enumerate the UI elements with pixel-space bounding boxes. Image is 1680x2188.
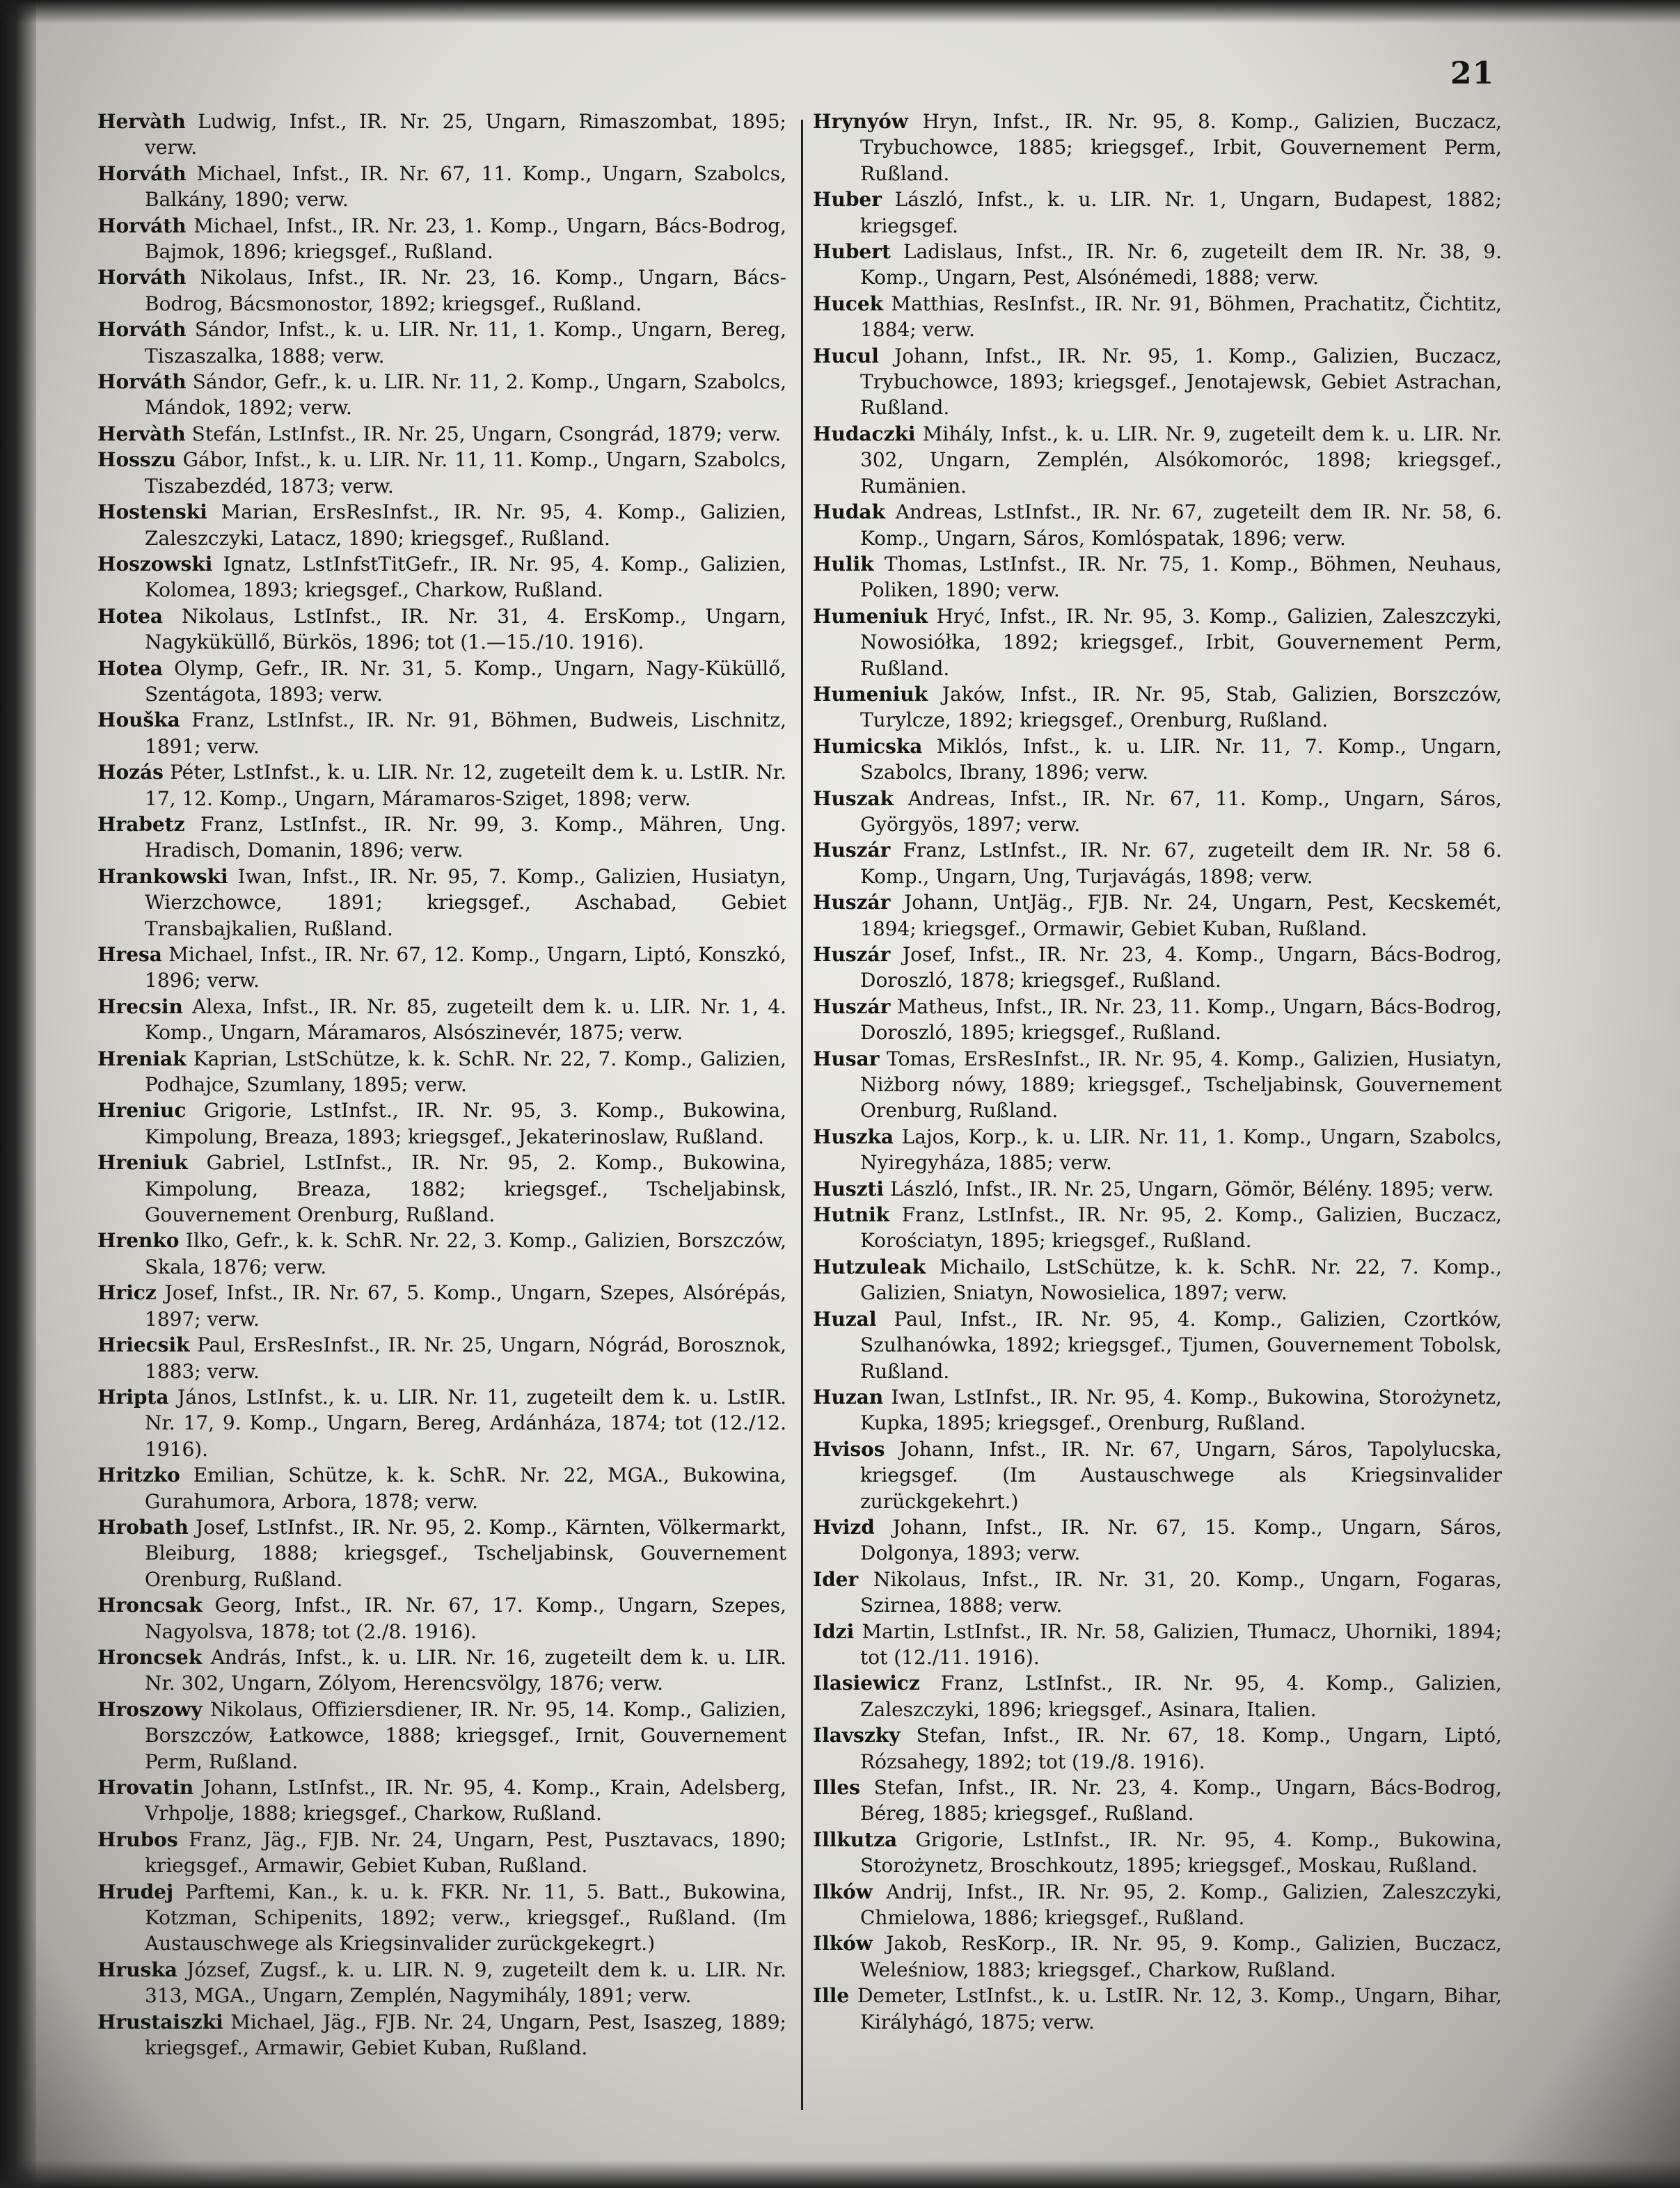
entry-details: Josef, LstInfst., IR. Nr. 95, 2. Komp., Kärnten, Völkermarkt, Bleiburg, 1888; kriegsgef., Tscheljabinsk, Gouvernement Orenburg, Rußland. — [145, 1515, 786, 1591]
entry-details: Stefan, Infst., IR. Nr. 67, 18. Komp., Ungarn, Liptó, Rózsahegy, 1892; tot (19./8. 1916). — [860, 1724, 1503, 1773]
entry-details: Demeter, LstInfst., k. u. LstIR. Nr. 12, 3. Komp., Ungarn, Bihar, Királyhágó, 1875; verw. — [857, 1984, 1502, 2034]
column-divider — [801, 120, 803, 2110]
entry-details: Franz, Jäg., FJB. Nr. 24, Ungarn, Pest, Pusztavacs, 1890; kriegsgef., Armawir, Gebiet Kuban, Rußland. — [145, 1828, 786, 1878]
entry-details: Josef, Infst., IR. Nr. 67, 5. Komp., Ungarn, Szepes, Alsórépás, 1897; verw. — [145, 1281, 786, 1331]
casualty-entry — [813, 889, 1502, 942]
casualty-entry — [813, 1384, 1502, 1436]
entry-surname: Huszti — [813, 1177, 885, 1200]
entry-surname: Husar — [813, 1047, 880, 1070]
entry-surname: Hutnik — [813, 1203, 890, 1227]
entry-surname: Hrustaiszki — [97, 2010, 223, 2034]
entry-surname: Hozás — [97, 761, 164, 784]
casualty-entry — [813, 1436, 1502, 1514]
entry-surname: Hricz — [97, 1281, 157, 1305]
entry-details: Jakob, ResKorp., IR. Nr. 95, 9. Komp., Galizien, Buczacz, Weleśniow, 1883; kriegsgef., Charkow, Rußland. — [860, 1932, 1502, 1981]
casualty-entry — [97, 1775, 786, 1827]
casualty-entry — [97, 369, 786, 421]
entry-details: Lajos, Korp., k. u. LIR. Nr. 11, 1. Komp., Ungarn, Szabolcs, Nyiregyháza, 1885; verw. — [860, 1125, 1502, 1175]
entry-surname: Hrudej — [97, 1880, 174, 1903]
casualty-entry — [813, 942, 1502, 994]
casualty-entry — [813, 239, 1502, 291]
entry-surname: Horváth — [97, 161, 187, 185]
casualty-entry — [97, 603, 786, 656]
entry-details: Andrij, Infst., IR. Nr. 95, 2. Komp., Galizien, Zaleszczyki, Chmielowa, 1886; kriegsgef., Rußland. — [860, 1880, 1502, 1930]
casualty-entry — [97, 864, 786, 942]
entry-surname: Ilavszky — [813, 1724, 901, 1747]
casualty-entry — [813, 1670, 1502, 1722]
entry-details: Nikolaus, Infst., IR. Nr. 31, 20. Komp., Ungarn, Fogaras, Szirnea, 1888; verw. — [860, 1567, 1502, 1617]
casualty-entry — [813, 1046, 1502, 1124]
entry-surname: Hrobath — [97, 1515, 189, 1539]
casualty-entry — [813, 109, 1502, 187]
entry-surname: Ilasiewicz — [813, 1672, 920, 1695]
entry-details: Nikolaus, Offiziersdiener, IR. Nr. 95, 14. Komp., Galizien, Borszczów, Łatkowce, 1888; kriegsgef., Irnit, Gouvernement Perm, Rußland. — [145, 1697, 787, 1773]
entry-surname: Ider — [813, 1567, 859, 1591]
entry-details: Georg, Infst., IR. Nr. 67, 17. Komp., Ungarn, Szepes, Nagyolsva, 1878; tot (2./8. 1916). — [145, 1594, 786, 1643]
entry-surname: Hervàth — [97, 110, 186, 133]
entry-details: Grigorie, LstInfst., IR. Nr. 95, 3. Komp., Bukowina, Kimpolung, Breaza, 1893; kriegsgef., Jekaterinoslaw, Rußland. — [145, 1099, 786, 1148]
entry-surname: Huzal — [813, 1307, 877, 1331]
casualty-entry — [813, 734, 1502, 786]
entry-details: Andreas, LstInfst., IR. Nr. 67, zugeteilt dem IR. Nr. 58, 6. Komp., Ungarn, Sáros, Komlóspatak, 1896; verw. — [860, 500, 1503, 550]
entry-details: Emilian, Schütze, k. k. SchR. Nr. 22, MGA., Bukowina, Gurahumora, Arbora, 1878; verw. — [145, 1464, 787, 1513]
entry-surname: Hrankowski — [97, 864, 228, 888]
casualty-entry — [97, 1228, 786, 1280]
entry-details: Martin, LstInfst., IR. Nr. 58, Galizien, Tłumacz, Uhorniki, 1894; tot (12./11. 1916). — [860, 1619, 1503, 1669]
casualty-entry — [813, 291, 1502, 343]
entry-surname: Huszár — [813, 839, 891, 862]
entry-details: Tomas, ErsResInfst., IR. Nr. 95, 4. Komp., Galizien, Husiatyn, Niżborg nówy, 1889; kriegsgef., Tscheljabinsk, Gouvernement Orenburg, Rußland. — [860, 1047, 1502, 1123]
casualty-entry — [813, 499, 1502, 551]
entry-details: András, Infst., k. u. LIR. Nr. 16, zugeteilt dem k. u. LIR. Nr. 302, Ungarn, Zólyom, Herencsvölgy, 1876; verw. — [145, 1645, 787, 1695]
entry-surname: Hucek — [813, 292, 884, 315]
entry-details: Josef, Infst., IR. Nr. 23, 4. Komp., Ungarn, Bács-Bodrog, Doroszló, 1878; kriegsgef., Rußland. — [860, 943, 1503, 992]
right-column — [813, 109, 1502, 2035]
entry-surname: Hostenski — [97, 500, 207, 524]
entry-surname: Huzan — [813, 1385, 884, 1409]
entry-surname: Ilków — [813, 1880, 873, 1903]
casualty-entry — [813, 1827, 1502, 1879]
entry-surname: Hroszowy — [97, 1697, 203, 1721]
entry-surname: Hroncsek — [97, 1645, 203, 1669]
entry-details: Franz, LstInfst., IR. Nr. 95, 2. Komp., Galizien, Buczacz, Korościatyn, 1895; kriegsgef., Rußland. — [860, 1203, 1502, 1253]
scan-border-bottom — [0, 2160, 1680, 2188]
casualty-entry — [97, 317, 786, 369]
scan-border-top — [0, 0, 1680, 24]
entry-details: Michael, Infst., IR. Nr. 23, 1. Komp., Ungarn, Bács-Bodrog, Bajmok, 1896; kriegsgef., Rußland. — [145, 214, 786, 264]
entry-details: Stefan, Infst., IR. Nr. 23, 4. Komp., Ungarn, Bács-Bodrog, Béreg, 1885; kriegsgef., Rußland. — [860, 1776, 1502, 1825]
entry-surname: Illkutza — [813, 1828, 898, 1851]
casualty-entry — [97, 2009, 786, 2061]
casualty-entry — [97, 421, 786, 447]
entry-details: Matheus, Infst., IR. Nr. 23, 11. Komp., Ungarn, Bács-Bodrog, Doroszló, 1895; kriegsgef., Rußland. — [860, 994, 1502, 1045]
casualty-entry — [97, 1384, 786, 1462]
entry-surname: Huszár — [813, 994, 891, 1018]
casualty-entry — [813, 1567, 1502, 1619]
entry-surname: Huszak — [813, 786, 894, 810]
entry-details: Gabriel, LstInfst., IR. Nr. 95, 2. Komp., Bukowina, Kimpolung, Breaza, 1882; kriegsgef., Tscheljabinsk, Gouvernement Orenburg, Rußland. — [145, 1151, 786, 1227]
casualty-entry — [97, 1046, 786, 1098]
entry-details: Grigorie, LstInfst., IR. Nr. 95, 4. Komp., Bukowina, Storożynetz, Broschkoutz, 1895; kriegsgef., Moskau, Rußland. — [860, 1828, 1502, 1878]
entry-surname: Hrubos — [97, 1828, 178, 1851]
casualty-entry — [813, 1514, 1502, 1567]
casualty-entry — [813, 1931, 1502, 1983]
entry-details: Johann, Infst., IR. Nr. 67, 15. Komp., Ungarn, Sáros, Dolgonya, 1893; verw. — [860, 1515, 1502, 1565]
entry-surname: Horváth — [97, 370, 187, 394]
entry-details: Michael, Infst., IR. Nr. 67, 12. Komp., Ungarn, Liptó, Konszkó, 1896; verw. — [145, 943, 786, 992]
entry-details: Paul, ErsResInfst., IR. Nr. 25, Ungarn, Nógrád, Borosznok, 1883; verw. — [145, 1333, 786, 1383]
entry-details: Johann, Infst., IR. Nr. 95, 1. Komp., Galizien, Buczacz, Trybuchowce, 1893; kriegsgef., Jenotajewsk, Gebiet Astrachan, Rußland. — [860, 344, 1502, 420]
entry-surname: Houška — [97, 708, 180, 732]
entry-details: Franz, LstInfst., IR. Nr. 99, 3. Komp., Mähren, Ung. Hradisch, Domanin, 1896; verw. — [145, 812, 787, 862]
entry-details: Paul, Infst., IR. Nr. 95, 4. Komp., Galizien, Czortków, Szulhanówka, 1892; kriegsgef., Tjumen, Gouvernement Tobolsk, Rußland. — [860, 1307, 1502, 1383]
casualty-entry — [97, 707, 786, 759]
entry-details: Alexa, Infst., IR. Nr. 85, zugeteilt dem k. u. LIR. Nr. 1, 4. Komp., Ungarn, Máramaros, Alsószinevér, 1875; verw. — [145, 994, 786, 1045]
entry-surname: Hoszowski — [97, 552, 213, 576]
entry-details: Franz, LstInfst., IR. Nr. 95, 4. Komp., Galizien, Zaleszczyki, 1896; kriegsgef., Asinara, Italien. — [860, 1672, 1502, 1721]
entry-surname: Hvisos — [813, 1437, 885, 1461]
casualty-entry — [97, 656, 786, 708]
entry-details: Andreas, Infst., IR. Nr. 67, 11. Komp., Ungarn, Sáros, Györgyös, 1897; verw. — [860, 786, 1502, 836]
casualty-entry — [97, 1697, 786, 1775]
casualty-entry — [97, 994, 786, 1046]
entry-details: Iwan, LstInfst., IR. Nr. 95, 4. Komp., Bukowina, Storożynetz, Kupka, 1895; kriegsgef., Orenburg, Rußland. — [860, 1385, 1503, 1435]
entry-surname: Hosszu — [97, 448, 176, 472]
entry-surname: Hutzuleak — [813, 1255, 926, 1278]
entry-surname: Hruska — [97, 1958, 177, 1981]
entry-details: Iwan, Infst., IR. Nr. 95, 7. Komp., Galizien, Husiatyn, Wierzchowce, 1891; kriegsgef., Aschabad, Gebiet Transbajkalien, Rußland. — [145, 864, 786, 940]
entry-details: József, Zugsf., k. u. LIR. N. 9, zugeteilt dem k. u. LIR. Nr. 313, MGA., Ungarn, Zemplén, Nagymihály, 1891; verw. — [145, 1958, 786, 2008]
casualty-entry — [97, 1879, 786, 1957]
entry-details: László, Infst., IR. Nr. 25, Ungarn, Gömör, Bélény. 1895; verw. — [889, 1177, 1494, 1200]
entry-details: Gábor, Infst., k. u. LIR. Nr. 11, 11. Komp., Ungarn, Szabolcs, Tiszabezdéd, 1873; verw. — [145, 448, 786, 498]
entry-details: Mihály, Infst., k. u. LIR. Nr. 9, zugeteilt dem k. u. LIR. Nr. 302, Ungarn, Zemplén, Alsókomoróc, 1898; kriegsgef., Rumänien. — [860, 422, 1502, 498]
casualty-entry — [813, 837, 1502, 889]
casualty-entry — [813, 343, 1502, 421]
entry-surname: Humeniuk — [813, 604, 928, 628]
entry-surname: Ille — [813, 1984, 850, 2008]
entry-surname: Hucul — [813, 344, 879, 367]
entry-surname: Hresa — [97, 943, 162, 966]
entry-surname: Hreniak — [97, 1047, 187, 1070]
casualty-entry — [813, 1176, 1502, 1202]
casualty-entry — [97, 264, 786, 317]
casualty-entry — [813, 1306, 1502, 1384]
entry-details: László, Infst., k. u. LIR. Nr. 1, Ungarn, Budapest, 1882; kriegsgef. — [860, 188, 1502, 237]
entry-surname: Huszár — [813, 891, 891, 914]
casualty-entry — [97, 499, 786, 551]
entry-details: Ludwig, Infst., IR. Nr. 25, Ungarn, Rimaszombat, 1895; verw. — [145, 110, 786, 159]
casualty-entry — [813, 187, 1502, 239]
casualty-entry — [97, 1150, 786, 1228]
entry-details: Matthias, ResInfst., IR. Nr. 91, Böhmen, Prachatitz, Čichtitz, 1884; verw. — [860, 292, 1502, 342]
entry-details: Jaków, Infst., IR. Nr. 95, Stab, Galizien, Borszczów, Turylcze, 1892; kriegsgef., Orenburg, Rußland. — [860, 682, 1502, 732]
casualty-entry — [97, 1827, 786, 1879]
entry-details: Miklós, Infst., k. u. LIR. Nr. 11, 7. Komp., Ungarn, Szabolcs, Ibrany, 1896; verw. — [860, 734, 1502, 784]
casualty-entry — [813, 1775, 1502, 1827]
entry-surname: Humeniuk — [813, 682, 928, 706]
casualty-entry — [97, 551, 786, 603]
scan-border-left — [0, 0, 36, 2188]
entry-surname: Ilków — [813, 1932, 873, 1956]
entry-details: Franz, LstInfst., IR. Nr. 67, zugeteilt dem IR. Nr. 58 6. Komp., Ungarn, Ung, Turjavágás, 1898; verw. — [860, 839, 1502, 888]
entry-surname: Hudaczki — [813, 422, 916, 445]
casualty-entry — [97, 1644, 786, 1697]
entry-details: Nikolaus, Infst., IR. Nr. 23, 16. Komp., Ungarn, Bács-Bodrog, Bácsmonostor, 1892; kriegsgef., Rußland. — [145, 266, 786, 315]
entry-details: Kaprian, LstSchütze, k. k. SchR. Nr. 22, 7. Komp., Galizien, Podhajce, Szumlany, 1895; verw. — [145, 1047, 786, 1097]
entry-surname: Huszár — [813, 943, 891, 966]
entry-surname: Hroncsak — [97, 1594, 203, 1617]
entry-surname: Hulik — [813, 552, 874, 576]
entry-details: Thomas, LstInfst., IR. Nr. 75, 1. Komp., Böhmen, Neuhaus, Poliken, 1890; verw. — [860, 552, 1503, 602]
casualty-entry — [813, 551, 1502, 603]
casualty-entry — [813, 1619, 1502, 1671]
entry-details: Franz, LstInfst., IR. Nr. 91, Böhmen, Budweis, Lischnitz, 1891; verw. — [145, 708, 786, 758]
casualty-entry — [97, 942, 786, 994]
casualty-entry — [813, 1254, 1502, 1306]
entry-details: Péter, LstInfst., k. u. LIR. Nr. 12, zugeteilt dem k. u. LstIR. Nr. 17, 12. Komp., Ungarn, Máramaros-Sziget, 1898; verw. — [145, 761, 786, 810]
entry-details: Hryć, Infst., IR. Nr. 95, 3. Komp., Galizien, Zaleszczyki, Nowosiółka, 1892; kriegsgef., Irbit, Gouvernement Perm, Rußland. — [860, 604, 1502, 680]
entry-surname: Hrovatin — [97, 1776, 194, 1799]
casualty-entry — [813, 786, 1502, 838]
casualty-entry — [97, 1514, 786, 1592]
entry-details: Sándor, Infst., k. u. LIR. Nr. 11, 1. Komp., Ungarn, Bereg, Tiszaszalka, 1888; verw. — [145, 318, 787, 367]
entry-details: Michailo, LstSchütze, k. k. SchR. Nr. 22, 7. Komp., Galizien, Sniatyn, Nowosielica, 1897; verw. — [860, 1255, 1502, 1305]
entry-surname: Hotea — [97, 656, 164, 680]
casualty-entry — [813, 1202, 1502, 1254]
entry-surname: Hripta — [97, 1385, 169, 1409]
entry-surname: Humicska — [813, 734, 923, 758]
entry-surname: Hervàth — [97, 422, 186, 445]
casualty-entry — [813, 421, 1502, 499]
entry-surname: Idzi — [813, 1619, 855, 1643]
casualty-entry — [97, 811, 786, 864]
entry-surname: Hotea — [97, 604, 164, 628]
entry-surname: Hreniuc — [97, 1099, 187, 1123]
entry-surname: Hrynyów — [813, 110, 908, 133]
entry-details: Ilko, Gefr., k. k. SchR. Nr. 22, 3. Komp., Galizien, Borszczów, Skala, 1876; verw. — [145, 1229, 786, 1278]
casualty-entry — [97, 1280, 786, 1332]
casualty-entry — [813, 1879, 1502, 1931]
left-column — [97, 109, 786, 2061]
casualty-entry — [97, 1097, 786, 1150]
casualty-entry — [813, 1722, 1502, 1775]
entry-surname: Hritzko — [97, 1464, 180, 1487]
entry-surname: Hrenko — [97, 1229, 180, 1253]
entry-details: Ladislaus, Infst., IR. Nr. 6, zugeteilt dem IR. Nr. 38, 9. Komp., Ungarn, Pest, Alsónémedi, 1888; verw. — [860, 240, 1502, 290]
entry-details: Hryn, Infst., IR. Nr. 95, 8. Komp., Galizien, Buczacz, Trybuchowce, 1885; kriegsgef., Irbit, Gouvernement Perm, Rußland. — [860, 110, 1502, 185]
entry-details: Johann, Infst., IR. Nr. 67, Ungarn, Sáros, Tapolylucska, kriegsgef. (Im Austauschwege als Kriegsinvalider zurückgekehrt.) — [860, 1437, 1502, 1513]
entry-details: Ignatz, LstInfstTitGefr., IR. Nr. 95, 4. Komp., Galizien, Kolomea, 1893; kriegsgef., Charkow, Rußland. — [145, 552, 786, 602]
entry-surname: Horváth — [97, 318, 187, 342]
page-number: 21 — [1450, 56, 1495, 91]
casualty-entry — [97, 1332, 786, 1384]
casualty-entry — [97, 1592, 786, 1644]
entry-surname: Horváth — [97, 266, 187, 290]
entry-surname: Horváth — [97, 214, 187, 237]
casualty-entry — [97, 161, 786, 213]
entry-details: Olymp, Gefr., IR. Nr. 31, 5. Komp., Ungarn, Nagy-Küküllő, Szentágota, 1893; verw. — [145, 656, 786, 706]
entry-details: Parftemi, Kan., k. u. k. FKR. Nr. 11, 5. Batt., Bukowina, Kotzman, Schipenits, 1892; verw., kriegsgef., Rußland. (Im Austauschwege als Kriegsinvalider zurückgekegrt.) — [145, 1880, 786, 1956]
entry-details: Michael, Jäg., FJB. Nr. 24, Ungarn, Pest, Isaszeg, 1889; kriegsgef., Armawir, Gebiet Kuban, Rußland. — [145, 2010, 786, 2060]
casualty-entry — [813, 1124, 1502, 1176]
casualty-entry — [97, 109, 786, 161]
casualty-entry — [813, 994, 1502, 1046]
entry-surname: Illes — [813, 1776, 860, 1799]
entry-surname: Hreniuk — [97, 1151, 188, 1175]
entry-details: Johann, UntJäg., FJB. Nr. 24, Ungarn, Pest, Kecskemét, 1894; kriegsgef., Ormawir, Gebiet Kuban, Rußland. — [860, 891, 1502, 940]
entry-surname: Hriecsik — [97, 1333, 190, 1357]
casualty-entry — [97, 1957, 786, 2009]
entry-details: János, LstInfst., k. u. LIR. Nr. 11, zugeteilt dem k. u. LstIR. Nr. 17, 9. Komp., Ungarn, Bereg, Ardánháza, 1874; tot (12./12. 1916). — [145, 1385, 786, 1461]
casualty-entry — [813, 603, 1502, 681]
entry-details: Sándor, Gefr., k. u. LIR. Nr. 11, 2. Komp., Ungarn, Szabolcs, Mándok, 1892; verw. — [145, 370, 786, 420]
casualty-entry — [97, 1462, 786, 1514]
casualty-entry — [813, 681, 1502, 734]
entry-surname: Huber — [813, 188, 882, 212]
entry-details: Nikolaus, LstInfst., IR. Nr. 31, 4. ErsKomp., Ungarn, Nagyküküllő, Bürkös, 1896; tot (1.—15./10. 1916). — [145, 604, 786, 654]
entry-details: Johann, LstInfst., IR. Nr. 95, 4. Komp., Krain, Adelsberg, Vrhpolje, 1888; kriegsgef., Charkow, Rußland. — [145, 1776, 786, 1825]
entry-details: Stefán, LstInfst., IR. Nr. 25, Ungarn, Csongrád, 1879; verw. — [191, 422, 782, 445]
casualty-entry — [97, 447, 786, 499]
entry-surname: Hvizd — [813, 1515, 875, 1539]
entry-surname: Hrabetz — [97, 812, 185, 836]
casualty-entry — [97, 213, 786, 265]
casualty-entry — [97, 759, 786, 811]
entry-details: Michael, Infst., IR. Nr. 67, 11. Komp., Ungarn, Szabolcs, Balkány, 1890; verw. — [145, 161, 787, 212]
entry-details: Marian, ErsResInfst., IR. Nr. 95, 4. Komp., Galizien, Zaleszczyki, Latacz, 1890; kriegsgef., Rußland. — [145, 500, 787, 550]
entry-surname: Huszka — [813, 1125, 894, 1148]
entry-surname: Hrecsin — [97, 994, 183, 1018]
entry-surname: Hubert — [813, 240, 891, 264]
entry-surname: Hudak — [813, 500, 885, 524]
casualty-entry — [813, 1983, 1502, 2035]
